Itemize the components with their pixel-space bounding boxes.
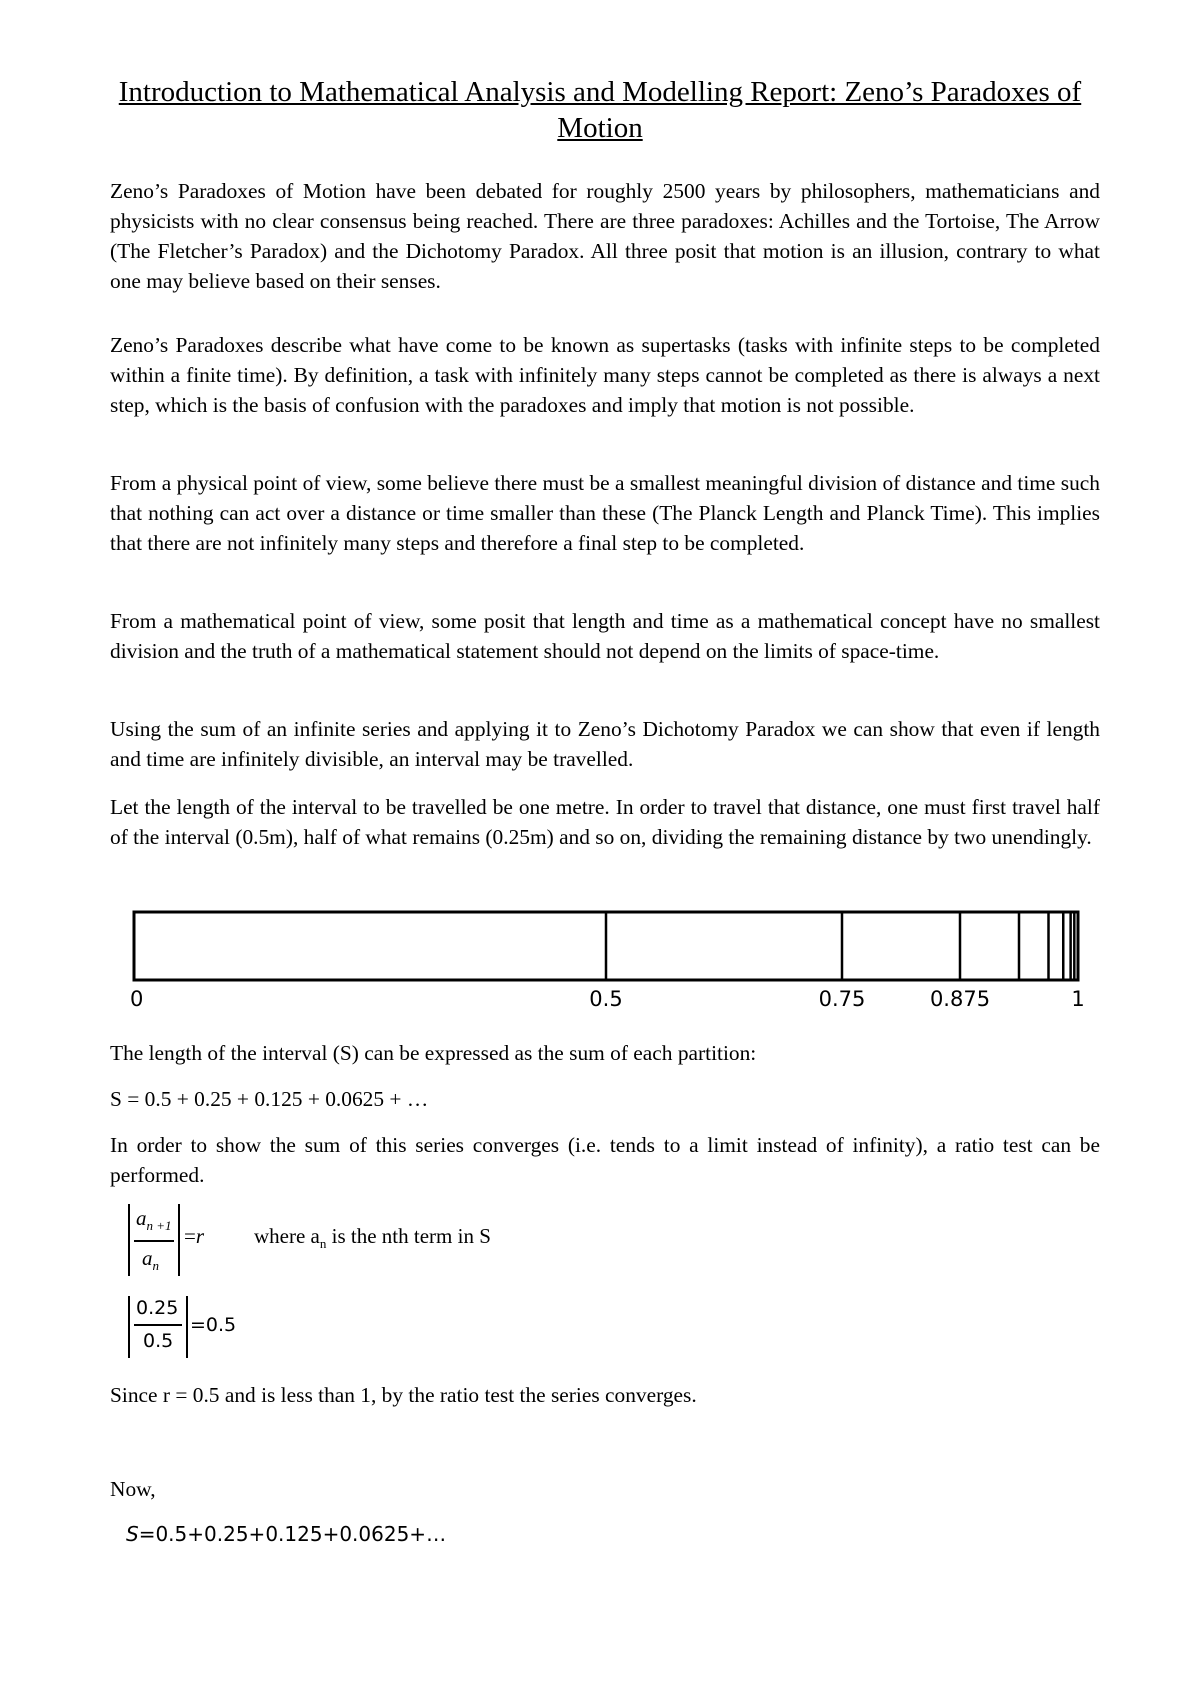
ratio-numerator: $a_{n +1}$	[136, 1206, 172, 1234]
paragraph-mathematical: From a mathematical point of view, some posit that length and time as a mathematical concept have no smallest division and the truth of a mathematical statement should not depend on the limits of space-time.	[110, 609, 1100, 663]
ratio-denominator: $a_n$	[142, 1246, 159, 1274]
now-text: Now,	[110, 1477, 156, 1501]
paragraph-intro: Zeno’s Paradoxes of Motion have been debated for roughly 2500 years by philosophers, mathematicians and physicists with no clear consensus being reached. There are three paradoxes: Achilles and the Tortoise, The Arrow (The Fletcher’s Paradox) and the Dichotomy Paradox. All three posit that motion is an illusion, contrary to what one may believe based on their senses.	[110, 179, 1100, 293]
example-denominator: 0.5	[143, 1330, 174, 1352]
fraction-line	[134, 1240, 174, 1242]
abs-bar-left	[128, 1296, 130, 1358]
dichotomy-diagram	[110, 900, 1110, 1020]
interval-sum-intro: The length of the interval (S) can be expressed as the sum of each partition:	[110, 1041, 757, 1065]
paragraph-infinite-series: Using the sum of an infinite series and applying it to Zeno’s Dichotomy Paradox we can show that even if length and time are infinitely divisible, an interval may be travelled.	[110, 717, 1100, 771]
paragraph-supertasks: Zeno’s Paradoxes describe what have come to be known as supertasks (tasks with infinite steps to be completed within a finite time). By definition, a task with infinitely many steps cannot be completed as there is always a next step, which is the basis of confusion with the paradoxes and imply that motion is not possible.	[110, 333, 1100, 417]
abs-bar-right	[178, 1204, 180, 1276]
abs-bar-left	[128, 1204, 130, 1276]
example-result: =0.5	[190, 1314, 237, 1336]
tick-label-1: 0.5	[589, 987, 623, 1011]
tick-label-3: 0.875	[929, 987, 991, 1011]
tick-label-2: 0.75	[818, 987, 866, 1011]
ratio-conclusion: Since r = 0.5 and is less than 1, by the ratio test the series converges.	[110, 1383, 697, 1407]
fraction-line	[134, 1324, 182, 1326]
series-sum: S = 0.5 + 0.25 + 0.125 + 0.0625 + …	[110, 1087, 429, 1111]
abs-bar-right	[186, 1296, 188, 1358]
final-series: S=0.5+0.25+0.125+0.0625+…	[126, 1522, 447, 1546]
paragraph-physical: From a physical point of view, some believe there must be a smallest meaningful division of distance and time such that nothing can act over a distance or time smaller than these (The Planck Length and Planck Time). This implies that there are not infinitely many steps and therefore a final step to be completed.	[110, 471, 1100, 555]
tick-label-4: 1	[1071, 987, 1085, 1011]
tick-label-0: 0	[130, 987, 144, 1011]
ratio-equals: =r	[184, 1224, 205, 1248]
page-title: Introduction to Mathematical Analysis and Modelling Report: Zeno’s Paradoxes of Motion	[118, 76, 1082, 144]
ratio-where-text: where $a_n$ is the nth term in S	[254, 1224, 491, 1252]
example-numerator: 0.25	[136, 1297, 179, 1319]
ratio-test-intro: In order to show the sum of this series converges (i.e. tends to a limit instead of infinity), a ratio test can be performed.	[110, 1133, 1100, 1187]
paragraph-interval: Let the length of the interval to be travelled be one metre. In order to travel that distance, one must first travel half of the interval (0.5m), half of what remains (0.25m) and so on, dividing the remaining distance by two unendingly.	[110, 795, 1100, 849]
